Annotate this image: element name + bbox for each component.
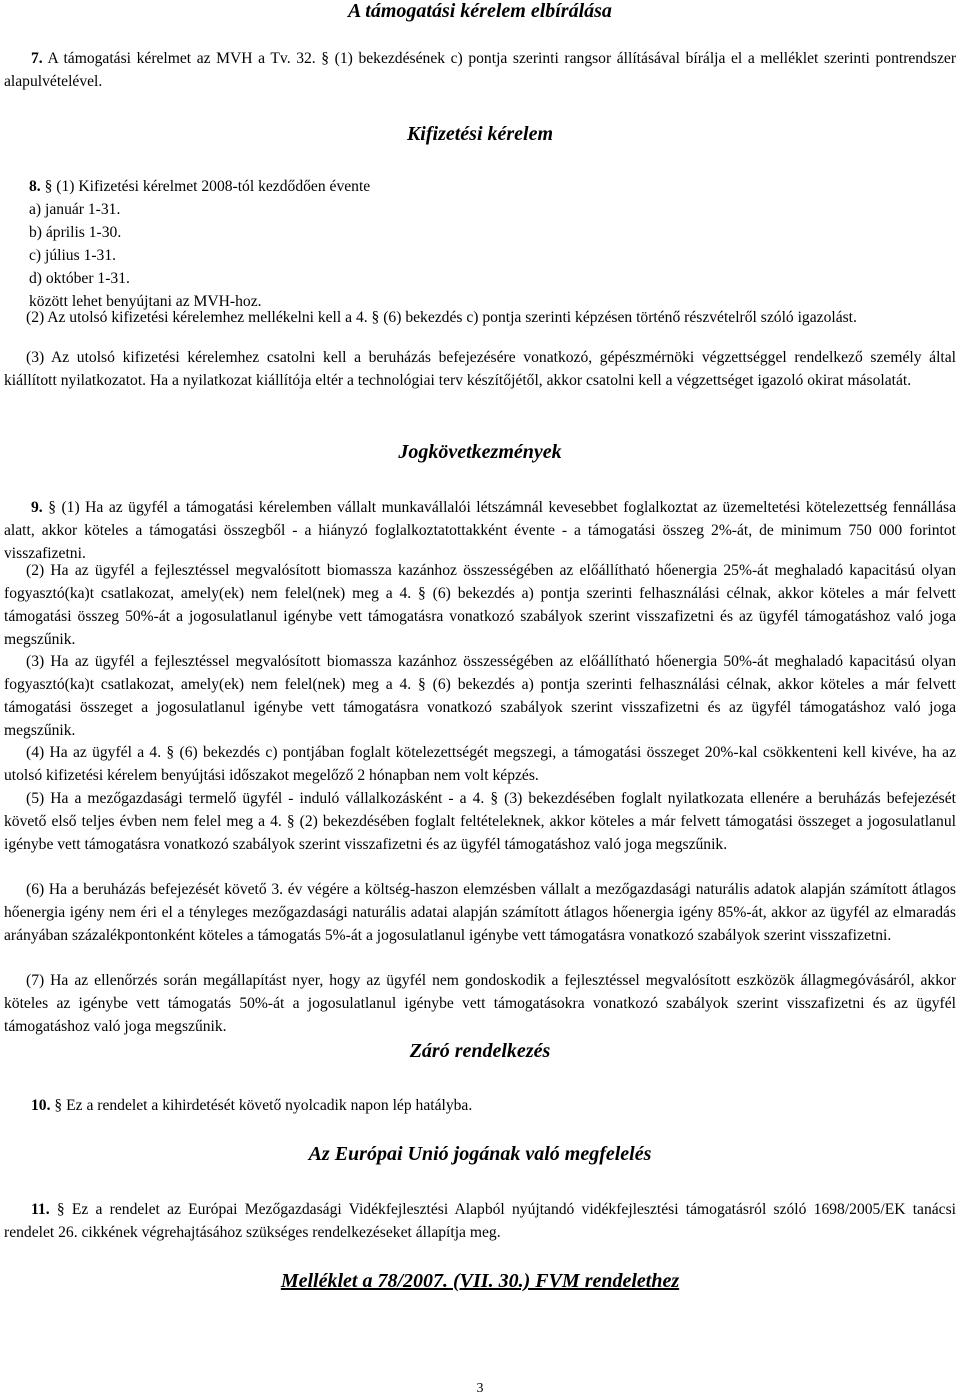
section-9-paragraph-5: (5) Ha a mezőgazdasági termelő ügyfél - induló vállalkozásként - a 4. § (3) bekezdésében foglalt nyilatkozata ellenére a beruházás befejezését követő első teljes évben nem felel meg a 4. § (2) bekezdésében foglalt feltételeknek, akkor köteles a már felvett támogatási összeget a jogosulatlanul igénybe vett támogatásra vonatkozó szabályok szerint visszafizetni és az ügyfél támogatáshoz való joga megszűnik. bbox=[4, 790, 956, 853]
section-text: § (1) Ha az ügyfél a támogatási kérelemben vállalt munkavállalói létszámnál kevesebbet foglalkoztat az üzemeltetési kötelezettség fennállása alatt, akkor köteles a támogatási összegből - a hiányzó foglalkoztatottakként évente - a támogatási összeg 2%-át, de minimum 750 000 forintot visszafizetni. bbox=[4, 499, 956, 562]
section-11 bbox=[4, 1198, 956, 1244]
section-number: 8. bbox=[29, 178, 41, 195]
list-item: c) július 1-31. bbox=[29, 247, 117, 264]
section-number: 11. bbox=[31, 1201, 50, 1218]
list-item: b) április 1-30. bbox=[29, 224, 122, 241]
section-text: § Ez a rendelet a kihirdetését követő nyolcadik napon lép hatályba. bbox=[54, 1097, 473, 1114]
section-9-paragraph-7: (7) Ha az ellenőrzés során megállapítást nyer, hogy az ügyfél nem gondoskodik a fejlesztéssel megvalósított eszközök állagmegóvásáról, akkor köteles az igénybe vett támogatás 50%-át a jogosulatlanul igénybe vett támogatásokra vonatkozó szabályok szerint visszafizetni és az ügyfél támogatáshoz való joga megszűnik. bbox=[4, 972, 956, 1035]
list-item: d) október 1-31. bbox=[29, 270, 130, 287]
page-number: 3 bbox=[476, 1381, 484, 1396]
section-text: § Ez a rendelet az Európai Mezőgazdasági Vidékfejlesztési Alapból nyújtandó vidékfejlesztési támogatásról szóló 1698/2005/EK tanácsi rendelet 26. cikkének végrehajtásához szükséges rendelkezéseket állapítja meg. bbox=[4, 1201, 956, 1241]
section-text: A támogatási kérelmet az MVH a Tv. 32. § (1) bekezdésének c) pontja szerinti rangsor állításával bírálja el a melléklet szerinti pontrendszer alapulvételével. bbox=[4, 50, 957, 90]
section-8-intro bbox=[29, 175, 370, 198]
section-8-paragraph-2: (2) Az utolsó kifizetési kérelemhez mellékelni kell a 4. § (6) bekezdés c) pontja szerinti képzésen történő részvételről szóló igazolást. bbox=[26, 309, 857, 326]
section-number: 10. bbox=[31, 1097, 51, 1114]
section-7 bbox=[4, 47, 956, 93]
list-after-text: között lehet benyújtani az MVH-hoz. bbox=[29, 293, 262, 310]
section-number: 7. bbox=[31, 50, 43, 67]
heading-eu-jognak-valo-megfeleles: Az Európai Unió jogának való megfelelés bbox=[308, 1143, 652, 1165]
heading-melleklet: Melléklet a 78/2007. (VII. 30.) FVM rendelethez bbox=[280, 1270, 680, 1292]
section-number: 9. bbox=[31, 499, 43, 516]
section-9-paragraph-1 bbox=[4, 496, 956, 565]
heading-zaro-rendelkezes: Záró rendelkezés bbox=[409, 1040, 551, 1062]
heading-kifizetesi-kerelem: Kifizetési kérelem bbox=[406, 123, 554, 145]
section-9-paragraph-4: (4) Ha az ügyfél a 4. § (6) bekezdés c) pontjában foglalt kötelezettségét megszegi, a támogatási összeget 20%-kal csökkenteni kell kivéve, ha az utolsó kifizetési kérelem benyújtási időszakot megelőző 2 hónapban nem volt képzés. bbox=[4, 744, 956, 784]
section-9-paragraph-2: (2) Ha az ügyfél a fejlesztéssel megvalósított biomassza kazánhoz összességében az előállítható hőenergia 25%-át meghaladó kapacitású olyan fogyasztó(ka)t csatlakozat, amely(ek) nem felel(nek) meg a 4. § (6) bekezdés a) pontja szerinti felhasználási célnak, akkor köteles a már felvett támogatási összeg 50%-át a jogosulatlanul igénybe vett támogatásra vonatkozó szabályok szerint visszafizetni és az ügyfél támogatáshoz való joga megszűnik. bbox=[4, 562, 956, 648]
section-text: § (1) Kifizetési kérelmet 2008-tól kezdődően évente bbox=[44, 178, 371, 195]
section-9-paragraph-6: (6) Ha a beruházás befejezését követő 3. év végére a költség-haszon elemzésben vállalt a mezőgazdasági naturális adatok alapján számított átlagos hőenergia igény nem éri el a tényleges mezőgazdasági naturális adatai alapján számított átlagos hőenergia igény 85%-át, akkor az ügyfél az elmaradás arányában százalékpontonként köteles a támogatás 5%-át a jogosulatlanul igénybe vett támogatásra vonatkozó szabályok szerint visszafizetni. bbox=[4, 881, 956, 944]
section-8-paragraph-3: (3) Az utolsó kifizetési kérelemhez csatolni kell a beruházás befejezésére vonatkozó, gépészmérnöki végzettséggel rendelkező személy által kiállított nyilatkozatot. Ha a nyilatkozat kiállítója eltér a technológiai terv készítőjétől, akkor csatolni kell a végzettséget igazoló okirat másolatát. bbox=[4, 349, 956, 389]
section-9-paragraph-3: (3) Ha az ügyfél a fejlesztéssel megvalósított biomassza kazánhoz összességében az előállítható hőenergia 50%-át meghaladó kapacitású olyan fogyasztó(ka)t csatlakozat, amely(ek) nem felel(nek) meg a 4. § (6) bekezdés a) pontja szerinti felhasználási célnak, akkor köteles a már felvett támogatási összeget a jogosulatlanul igénybe vett támogatásra vonatkozó szabályok szerint visszafizetni és az ügyfél támogatáshoz való joga megszűnik. bbox=[4, 653, 956, 739]
heading-jogkovetkezmenyek: Jogkövetkezmények bbox=[398, 441, 562, 463]
list-item: a) január 1-31. bbox=[29, 201, 121, 218]
section-10 bbox=[4, 1094, 956, 1117]
heading-tamogatasi-kerelem-elbiralasa: A támogatási kérelem elbírálása bbox=[348, 0, 612, 22]
